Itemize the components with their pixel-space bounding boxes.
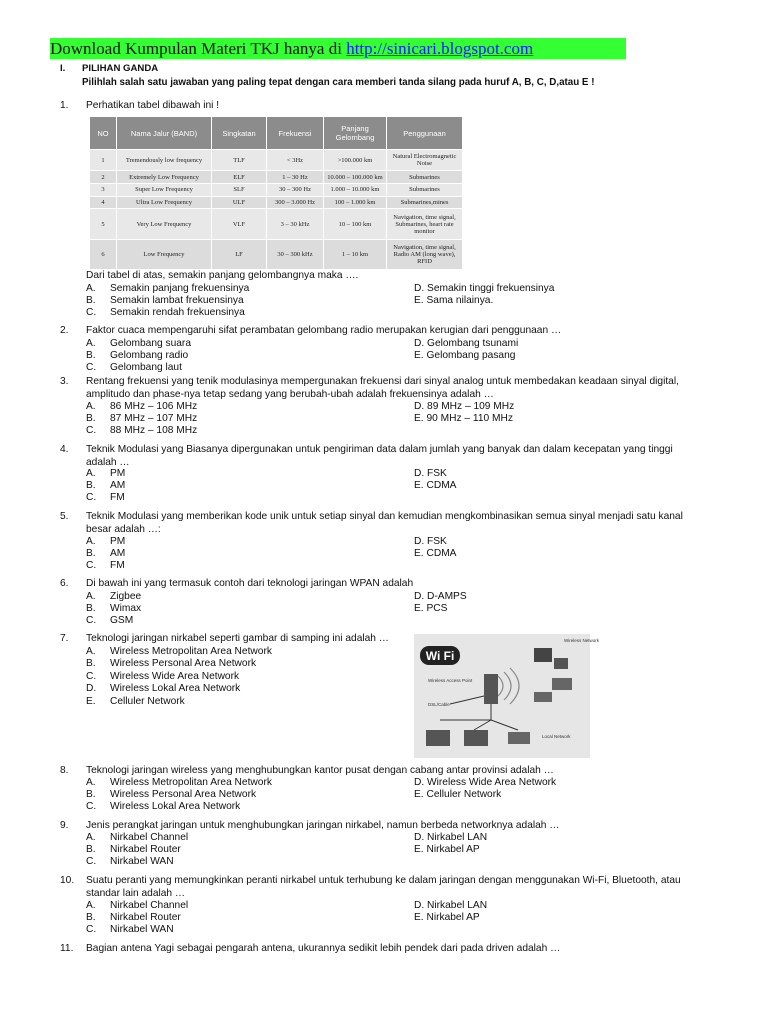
dsl-cable-label: DSL/Cable bbox=[428, 702, 450, 707]
option-a[interactable]: A. Gelombang suara bbox=[86, 338, 191, 349]
option-d[interactable]: D. Nirkabel LAN bbox=[414, 832, 488, 843]
option-b[interactable]: B. Nirkabel Router bbox=[86, 844, 181, 855]
cable-line bbox=[450, 696, 484, 704]
table-cell: 1.000 – 10.000 km bbox=[324, 184, 387, 197]
laptop-icon bbox=[508, 732, 530, 744]
table-header: Nama Jalur (BAND) bbox=[117, 117, 212, 150]
section-heading bbox=[60, 63, 158, 74]
option-c[interactable]: C. GSM bbox=[86, 615, 134, 626]
desktop-icon bbox=[426, 730, 450, 746]
option-e[interactable]: E. CDMA bbox=[414, 480, 457, 491]
wifi-logo-text: Wi Fi bbox=[425, 649, 455, 663]
question-text: Teknologi jaringan nirkabel seperti gambar di samping ini adalah … bbox=[86, 633, 389, 644]
option-b[interactable]: B. Gelombang radio bbox=[86, 350, 189, 361]
option-b[interactable]: B. 87 MHz – 107 MHz bbox=[86, 413, 198, 424]
option-c[interactable]: C. FM bbox=[86, 492, 125, 503]
desktop-icon bbox=[464, 730, 488, 746]
option-b[interactable]: B. Semakin lambat frekuensinya bbox=[86, 295, 244, 306]
option-e[interactable]: E. Celluler Network bbox=[86, 696, 185, 707]
table-cell: 5 bbox=[90, 209, 117, 239]
table-cell: ULF bbox=[212, 196, 267, 209]
table-header: Frekuensi bbox=[267, 117, 324, 150]
option-c[interactable]: C. Gelombang laut bbox=[86, 362, 182, 373]
option-c[interactable]: C. Wireless Lokal Area Network bbox=[86, 801, 241, 812]
option-b[interactable]: B. Wimax bbox=[86, 603, 142, 614]
wireless-network-figure bbox=[414, 634, 600, 758]
option-c[interactable]: C. Nirkabel WAN bbox=[86, 856, 174, 867]
option-d[interactable]: D. FSK bbox=[414, 536, 447, 547]
option-a[interactable]: A. PM bbox=[86, 536, 126, 547]
laptop-icon bbox=[534, 692, 552, 702]
desktop-icon bbox=[554, 658, 568, 669]
option-a[interactable]: A. Wireless Metropolitan Area Network bbox=[86, 646, 272, 657]
table-header: NO bbox=[90, 117, 117, 150]
frequency-band-table bbox=[89, 116, 463, 270]
local-network-label: Local Network bbox=[542, 734, 571, 739]
option-c[interactable]: C. Semakin rendah frekuensinya bbox=[86, 307, 245, 318]
table-cell: 10.000 – 100.000 km bbox=[324, 171, 387, 184]
table-cell: 100 – 1.000 km bbox=[324, 196, 387, 209]
blog-link[interactable]: http://sinicari.blogspot.com bbox=[346, 39, 534, 58]
option-d[interactable]: D. Gelombang tsunami bbox=[414, 338, 519, 349]
option-a[interactable]: A. Zigbee bbox=[86, 591, 142, 602]
table-row bbox=[90, 171, 463, 184]
option-e[interactable]: E. CDMA bbox=[414, 548, 457, 559]
table-cell: 30 – 300 kHz bbox=[267, 239, 324, 269]
option-c[interactable]: C. FM bbox=[86, 560, 125, 571]
option-c[interactable]: C. 88 MHz – 108 MHz bbox=[86, 425, 198, 436]
laptop-icon bbox=[552, 678, 572, 690]
table-cell: Extremely Low Frequency bbox=[117, 171, 212, 184]
wireless-network-illustration bbox=[414, 634, 600, 758]
question-number: 10. bbox=[60, 875, 75, 886]
table-cell: 30 – 300 Hz bbox=[267, 184, 324, 197]
option-e[interactable]: E. PCS bbox=[414, 603, 448, 614]
option-b[interactable]: B. Nirkabel Router bbox=[86, 912, 181, 923]
table-header: Penggunaan bbox=[387, 117, 463, 150]
desktop-icon bbox=[534, 648, 552, 662]
question-number: 9. bbox=[60, 820, 69, 831]
table-cell: 2 bbox=[90, 171, 117, 184]
option-a[interactable]: A. 86 MHz – 106 MHz bbox=[86, 401, 198, 412]
table-cell: < 3Hz bbox=[267, 150, 324, 171]
table-cell: 4 bbox=[90, 196, 117, 209]
table-header: Panjang Gelombang bbox=[324, 117, 387, 150]
table-cell: Tremendously low frequency bbox=[117, 150, 212, 171]
question-text: Faktor cuaca mempengaruhi sifat perambatan gelombang radio merupakan kerugian dari penggunaan … bbox=[86, 325, 562, 336]
signal-waves-icon bbox=[498, 668, 519, 704]
option-a[interactable]: A. PM bbox=[86, 468, 126, 479]
question-number: 4. bbox=[60, 444, 69, 455]
option-e[interactable]: E. Celluler Network bbox=[414, 789, 502, 800]
option-b[interactable]: B. Wireless Personal Area Network bbox=[86, 658, 257, 669]
table-cell: Very Low Frequency bbox=[117, 209, 212, 239]
question-number: 5. bbox=[60, 511, 69, 522]
section-number: I. bbox=[60, 63, 66, 74]
download-banner bbox=[50, 38, 626, 59]
option-c[interactable]: C. Nirkabel WAN bbox=[86, 924, 174, 935]
table-cell: Low Frequency bbox=[117, 239, 212, 269]
option-e[interactable]: E. Nirkabel AP bbox=[414, 844, 480, 855]
question-text: Di bawah ini yang termasuk contoh dari teknologi jaringan WPAN adalah bbox=[86, 578, 414, 589]
table-cell: Ultra Low Frequency bbox=[117, 196, 212, 209]
question-number: 11. bbox=[60, 943, 74, 954]
question-text: Bagian antena Yagi sebagai pengarah antena, ukurannya sedikit lebih pendek dari pada driven adalah … bbox=[86, 943, 561, 954]
question-number: 6. bbox=[60, 578, 69, 589]
option-b[interactable]: B. AM bbox=[86, 480, 126, 491]
wireless-network-label: Wireless Network bbox=[564, 638, 600, 643]
option-d[interactable]: D. D-AMPS bbox=[414, 591, 467, 602]
question-text: Dari tabel di atas, semakin panjang gelombangnya maka …. bbox=[86, 270, 359, 281]
table-cell: Submarines,mines bbox=[387, 196, 463, 209]
table-row bbox=[90, 239, 463, 269]
option-a[interactable]: A. Wireless Metropolitan Area Network bbox=[86, 777, 272, 788]
table-cell: 1 – 30 Hz bbox=[267, 171, 324, 184]
table-cell: Submarines bbox=[387, 184, 463, 197]
table-row bbox=[90, 184, 463, 197]
question-text: Suatu peranti yang memungkinkan peranti nirkabel untuk terhubung ke dalam jaringan dengan menggunakan Wi-Fi, Bluetooth, atau standar lain adalah … bbox=[86, 875, 681, 899]
option-e[interactable]: E. Sama nilainya. bbox=[414, 295, 494, 306]
table-row bbox=[90, 196, 463, 209]
table-cell: Navigation, time signal, Radio AM (long wave), RFID bbox=[387, 239, 463, 269]
table-row bbox=[90, 150, 463, 171]
option-d[interactable]: D. Wireless Wide Area Network bbox=[414, 777, 557, 788]
table-cell: ELF bbox=[212, 171, 267, 184]
table-cell: TLF bbox=[212, 150, 267, 171]
access-point-label: Wireless Access Point bbox=[428, 678, 473, 683]
question-number: 7. bbox=[60, 633, 69, 644]
table-cell: Submarines bbox=[387, 171, 463, 184]
table-cell: 300 – 3.000 Hz bbox=[267, 196, 324, 209]
table-cell: 3 – 30 kHz bbox=[267, 209, 324, 239]
section-title: PILIHAN GANDA bbox=[82, 63, 159, 74]
option-e[interactable]: E. Nirkabel AP bbox=[414, 912, 480, 923]
network-lines bbox=[440, 704, 518, 730]
table-cell: VLF bbox=[212, 209, 267, 239]
option-e[interactable]: E. 90 MHz – 110 MHz bbox=[414, 413, 513, 424]
question-number: 2. bbox=[60, 325, 69, 336]
table-cell: 10 – 100 km bbox=[324, 209, 387, 239]
table-cell: 1 – 10 km bbox=[324, 239, 387, 269]
question-text: Jenis perangkat jaringan untuk menghubungkan jaringan nirkabel, namun berbeda networknya adalah … bbox=[86, 820, 560, 831]
option-b[interactable]: B. Wireless Personal Area Network bbox=[86, 789, 257, 800]
table-cell: 1 bbox=[90, 150, 117, 171]
option-a[interactable]: A. Nirkabel Channel bbox=[86, 900, 189, 911]
option-e[interactable]: E. Gelombang pasang bbox=[414, 350, 516, 361]
question-text: Teknik Modulasi yang Biasanya dipergunakan untuk pengiriman data dalam jumlah yang banyak dan dalam kecepatan yang tinggi adalah … bbox=[86, 444, 673, 468]
question-number: 3. bbox=[60, 376, 69, 387]
question-number: 8. bbox=[60, 765, 69, 776]
option-c[interactable]: C. Wireless Wide Area Network bbox=[86, 671, 240, 682]
table-cell: 6 bbox=[90, 239, 117, 269]
banner-text: Download Kumpulan Materi TKJ hanya di bbox=[50, 39, 347, 58]
question-number: 1. bbox=[60, 100, 69, 111]
table-cell: Natural Electromagnetic Noise bbox=[387, 150, 463, 171]
table-cell: 3 bbox=[90, 184, 117, 197]
question-text: Teknik Modulasi yang memberikan kode unik untuk setiap sinyal dan kemudian mengkombinasikan semua sinyal menjadi satu kanal besar adalah …: bbox=[86, 511, 683, 535]
option-d[interactable]: D. Nirkabel LAN bbox=[414, 900, 488, 911]
option-a[interactable]: A. Nirkabel Channel bbox=[86, 832, 189, 843]
option-d[interactable]: D. FSK bbox=[414, 468, 447, 479]
table-cell: Super Low Frequency bbox=[117, 184, 212, 197]
table-cell: LF bbox=[212, 239, 267, 269]
option-d[interactable]: D. Wireless Lokal Area Network bbox=[86, 683, 241, 694]
table-cell: Navigation, time signal, Submarines, heart rate monitor bbox=[387, 209, 463, 239]
option-d[interactable]: D. 89 MHz – 109 MHz bbox=[414, 401, 515, 412]
question-text: Teknologi jaringan wireless yang menghubungkan kantor pusat dengan cabang antar provinsi adalah … bbox=[86, 765, 554, 776]
option-a[interactable]: A. Semakin panjang frekuensinya bbox=[86, 283, 250, 294]
option-d[interactable]: D. Semakin tinggi frekuensinya bbox=[414, 283, 555, 294]
question-text: Rentang frekuensi yang tenik modulasinya mempergunakan frekuensi dari sinyal analog untuk membedakan keadaan sinyal digital, amplitudo dan phase-nya tetap sedang yang berubah-ubah adalah frekuensinya adalah … bbox=[86, 376, 679, 400]
table-header: Singkatan bbox=[212, 117, 267, 150]
instruction-text: Pilihlah salah satu jawaban yang paling tepat dengan cara memberi tanda silang pada huruf A, B, C, D,atau E ! bbox=[82, 77, 595, 88]
table-cell: >100.000 km bbox=[324, 150, 387, 171]
question-text: Perhatikan tabel dibawah ini ! bbox=[86, 100, 220, 111]
access-point-icon bbox=[484, 674, 498, 704]
table-row bbox=[90, 209, 463, 239]
table-cell: SLF bbox=[212, 184, 267, 197]
option-b[interactable]: B. AM bbox=[86, 548, 126, 559]
